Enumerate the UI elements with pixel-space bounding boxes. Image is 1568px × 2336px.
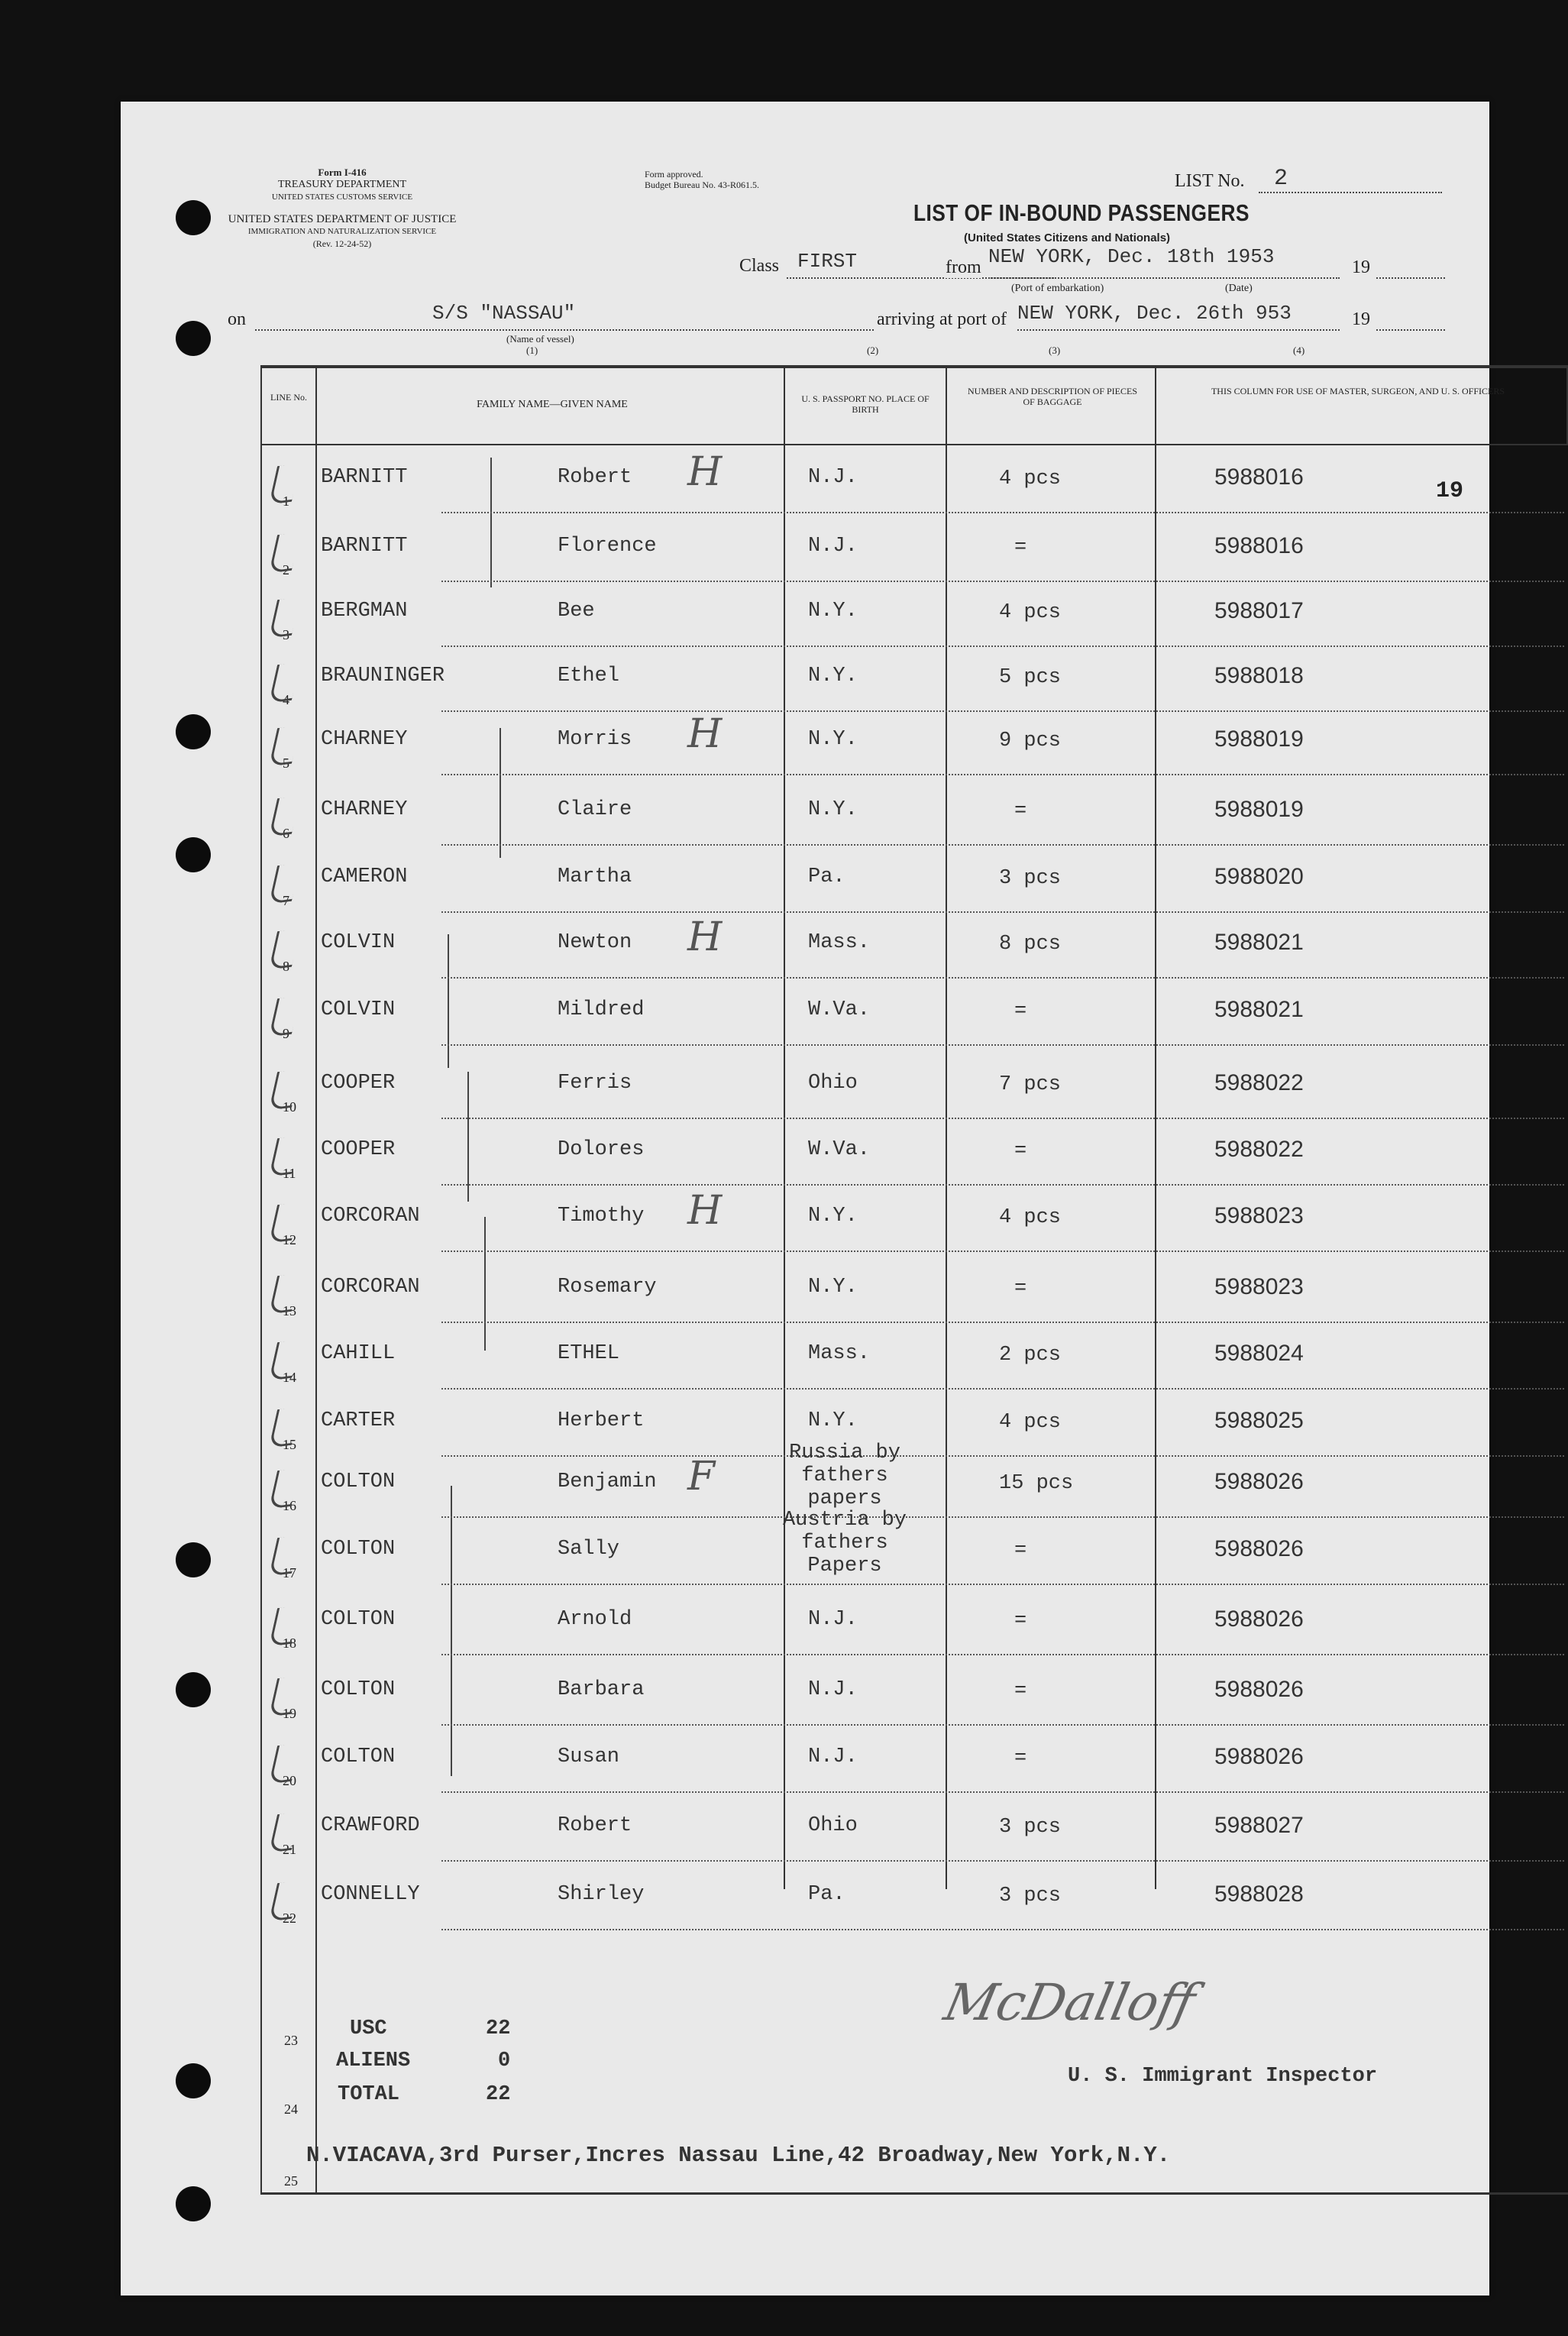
line-number: 7 — [283, 893, 289, 908]
baggage: 2 pcs — [999, 1344, 1062, 1367]
inspector-title: U. S. Immigrant Inspector — [1068, 2065, 1378, 2088]
line-number: 1 — [283, 493, 289, 509]
inspector-mark: F — [687, 1454, 716, 1500]
aliens-label: ALIENS — [336, 2050, 411, 2072]
immigration-service: IMMIGRATION AND NATURALIZATION SERVICE — [247, 227, 437, 236]
officer-number: 5988022 — [1214, 1137, 1304, 1162]
given-name: Dolores — [558, 1138, 645, 1161]
place-of-birth: Mass. — [808, 931, 871, 954]
line-number: 20 — [283, 1773, 296, 1788]
officer-number: 5988022 — [1214, 1070, 1304, 1095]
arriving-value: NEW YORK, Dec. 26th 953 — [1017, 302, 1292, 325]
usc-value: 22 — [486, 2017, 511, 2040]
given-name: Herbert — [558, 1409, 645, 1432]
place-of-birth: Russia by fathers papers — [789, 1441, 900, 1510]
punch-hole — [176, 1672, 211, 1707]
officer-number: 5988026 — [1214, 1469, 1304, 1494]
given-name: Barbara — [558, 1678, 645, 1701]
place-of-birth: N.Y. — [808, 665, 858, 688]
check-mark — [269, 725, 300, 767]
page-subtitle: (United States Citizens and Nationals) — [964, 231, 1171, 244]
family-name: COLTON — [321, 1678, 396, 1701]
punch-hole — [176, 2186, 211, 2221]
family-name: CAHILL — [321, 1342, 396, 1365]
baggage: 4 pcs — [999, 1206, 1062, 1229]
place-of-birth: Mass. — [808, 1342, 871, 1365]
family-name: COLTON — [321, 1608, 396, 1631]
baggage: 3 pcs — [999, 1816, 1062, 1839]
total-label: TOTAL — [338, 2083, 400, 2106]
line-number: 3 — [283, 627, 289, 642]
line-number: 4 — [283, 692, 289, 707]
given-name: Rosemary — [558, 1276, 657, 1299]
place-of-birth: Ohio — [808, 1814, 858, 1837]
baggage: 15 pcs — [999, 1472, 1074, 1495]
family-name: COLTON — [321, 1538, 396, 1561]
officer-number: 5988026 — [1214, 1744, 1304, 1769]
col-num-4: (4) — [1293, 345, 1305, 356]
place-of-birth: Ohio — [808, 1072, 858, 1095]
row-divider — [441, 1584, 1564, 1585]
given-name: Benjamin — [558, 1471, 657, 1493]
from-line — [988, 277, 1340, 279]
baggage: = — [1014, 536, 1027, 559]
page-title: LIST OF IN-BOUND PASSENGERS — [913, 199, 1250, 226]
officer-number: 5988027 — [1214, 1813, 1304, 1838]
baggage-col-divider — [1155, 365, 1156, 1889]
family-name: CONNELLY — [321, 1883, 420, 1906]
family-name: CHARNEY — [321, 728, 408, 751]
officer-number: 5988019 — [1214, 726, 1304, 752]
baggage: = — [1014, 1140, 1027, 1163]
row-divider — [441, 1388, 1564, 1390]
bracket-mark — [490, 458, 492, 587]
bracket-mark — [448, 934, 449, 1068]
page-mark: 19 — [1436, 478, 1464, 504]
line-number: 24 — [284, 2101, 298, 2117]
place-of-birth: W.Va. — [808, 1138, 871, 1161]
line-number: 8 — [283, 959, 289, 974]
row-divider — [441, 512, 1564, 513]
row-divider — [441, 977, 1564, 979]
usc-label: USC — [350, 2017, 387, 2040]
baggage: 7 pcs — [999, 1073, 1062, 1096]
given-name: Ethel — [558, 665, 620, 688]
officer-number: 5988016 — [1214, 533, 1304, 558]
check-mark — [269, 995, 300, 1037]
family-name: COLVIN — [321, 998, 396, 1021]
col-num-3: (3) — [1049, 345, 1061, 356]
place-of-birth: N.J. — [808, 466, 858, 489]
place-of-birth: W.Va. — [808, 998, 871, 1021]
line-number: 12 — [283, 1232, 296, 1247]
place-of-birth: N.Y. — [808, 728, 858, 751]
year-line — [1376, 277, 1445, 279]
line-number: 10 — [283, 1099, 296, 1115]
justice-dept: UNITED STATES DEPARTMENT OF JUSTICE — [228, 213, 457, 225]
list-number: 2 — [1274, 166, 1288, 192]
passport-col-divider — [946, 365, 947, 1889]
officer-number: 5988017 — [1214, 598, 1304, 623]
check-mark — [269, 662, 300, 704]
col-header-line-no: LINE No. — [270, 392, 307, 403]
place-of-birth: N.Y. — [808, 1205, 858, 1228]
place-of-birth: Pa. — [808, 865, 845, 888]
officer-number: 5988026 — [1214, 1606, 1304, 1632]
place-of-birth: N.Y. — [808, 1409, 858, 1432]
officer-number: 5988020 — [1214, 864, 1304, 889]
family-name: CHARNEY — [321, 798, 408, 821]
officer-number: 5988024 — [1214, 1341, 1304, 1366]
family-name: CARTER — [321, 1409, 396, 1432]
place-of-birth: N.J. — [808, 535, 858, 558]
family-name: CORCORAN — [321, 1276, 420, 1299]
punch-hole — [176, 714, 211, 749]
row-divider — [441, 1118, 1564, 1119]
check-mark — [269, 795, 300, 837]
row-divider — [441, 1044, 1564, 1046]
class-label: Class — [739, 256, 780, 276]
baggage: 5 pcs — [999, 666, 1062, 689]
punch-hole — [176, 837, 211, 872]
vessel-num: (1) — [526, 345, 538, 356]
baggage: = — [1014, 1277, 1027, 1300]
place-of-birth: N.J. — [808, 1678, 858, 1701]
line-number: 25 — [284, 2173, 298, 2189]
justice-info — [197, 213, 487, 250]
family-name: COOPER — [321, 1138, 396, 1161]
class-value: FIRST — [797, 250, 858, 273]
family-name: BARNITT — [321, 535, 408, 558]
purser-line: N.VIACAVA,3rd Purser,Incres Nassau Line,42 Broadway,New York,N.Y. — [306, 2143, 1171, 2168]
row-divider — [441, 1322, 1564, 1323]
from-label: from — [946, 257, 981, 277]
given-name: Mildred — [558, 998, 645, 1021]
check-mark — [269, 597, 300, 639]
row-divider — [441, 1516, 1564, 1518]
manifest-page — [121, 102, 1505, 2296]
line-col-divider — [315, 365, 317, 2195]
col-header-baggage: NUMBER AND DESCRIPTION OF PIECES OF BAGGAGE — [967, 386, 1138, 407]
aliens-value: 0 — [498, 2050, 511, 2072]
budget-bureau: Budget Bureau No. 43-R061.5. — [645, 180, 759, 190]
vessel-name: S/S "NASSAU" — [432, 302, 576, 325]
row-divider — [441, 1860, 1564, 1862]
line-number: 18 — [283, 1636, 296, 1651]
table-bottom-border — [260, 2192, 1568, 2195]
on-label: on — [228, 309, 246, 329]
place-of-birth: N.Y. — [808, 600, 858, 623]
year-line-2 — [1376, 329, 1445, 331]
family-name: COOPER — [321, 1072, 396, 1095]
place-of-birth: Pa. — [808, 1883, 845, 1906]
baggage: 9 pcs — [999, 730, 1062, 752]
officer-number: 5988021 — [1214, 930, 1304, 955]
officer-number: 5988018 — [1214, 663, 1304, 688]
list-label: LIST No. — [1175, 171, 1245, 191]
place-of-birth: N.Y. — [808, 1276, 858, 1299]
given-name: Morris — [558, 728, 632, 751]
row-divider — [441, 710, 1564, 712]
baggage: = — [1014, 800, 1027, 823]
officer-number: 5988016 — [1214, 464, 1304, 490]
bracket-mark — [451, 1486, 452, 1776]
year-prefix: 19 — [1352, 257, 1370, 277]
baggage: = — [1014, 1747, 1027, 1770]
family-name: CORCORAN — [321, 1205, 420, 1228]
family-name: COLTON — [321, 1471, 396, 1493]
name-col-divider — [784, 365, 785, 1889]
bracket-mark — [484, 1217, 486, 1351]
arriving-line — [1017, 329, 1340, 331]
family-name: COLVIN — [321, 931, 396, 954]
date-label: (Date) — [1225, 283, 1253, 294]
officer-number: 5988023 — [1214, 1274, 1304, 1299]
vessel-label: (Name of vessel) — [506, 333, 574, 345]
baggage: 4 pcs — [999, 468, 1062, 490]
given-name: Martha — [558, 865, 632, 888]
given-name: ETHEL — [558, 1342, 620, 1365]
family-name: CRAWFORD — [321, 1814, 420, 1837]
line-number: 11 — [283, 1166, 296, 1181]
form-number: Form I-416 — [318, 167, 367, 178]
revision: (Rev. 12-24-52) — [312, 238, 372, 249]
row-divider — [441, 1929, 1564, 1930]
baggage: = — [1014, 1000, 1027, 1023]
line-number: 13 — [283, 1303, 296, 1318]
given-name: Timothy — [558, 1205, 645, 1228]
line-number: 5 — [283, 755, 289, 771]
given-name: Ferris — [558, 1072, 632, 1095]
list-no-line — [1259, 192, 1442, 193]
punch-hole — [176, 1542, 211, 1577]
row-divider — [441, 581, 1564, 582]
officer-number: 5988025 — [1214, 1408, 1304, 1433]
officer-number: 5988019 — [1214, 797, 1304, 822]
given-name: Arnold — [558, 1608, 632, 1631]
line-number: 17 — [283, 1565, 296, 1581]
baggage: = — [1014, 1680, 1027, 1703]
treasury-dept: TREASURY DEPARTMENT — [277, 179, 407, 190]
family-name: BARNITT — [321, 466, 408, 489]
vessel-line — [255, 329, 874, 331]
row-divider — [441, 1724, 1564, 1726]
given-name: Sally — [558, 1538, 620, 1561]
given-name: Shirley — [558, 1883, 645, 1906]
baggage: = — [1014, 1610, 1027, 1632]
table-left-border — [260, 365, 262, 2195]
line-number: 9 — [283, 1026, 289, 1041]
baggage: 8 pcs — [999, 933, 1062, 956]
place-of-birth: N.J. — [808, 1608, 858, 1631]
row-divider — [441, 1184, 1564, 1186]
bracket-mark — [467, 1072, 469, 1202]
check-mark — [269, 862, 300, 904]
inspector-signature: McDalloff — [939, 1973, 1201, 2032]
line-number: 21 — [283, 1842, 296, 1857]
officer-number: 5988021 — [1214, 997, 1304, 1022]
inspector-mark: H — [687, 711, 723, 757]
given-name: Susan — [558, 1746, 620, 1768]
given-name: Robert — [558, 466, 632, 489]
officer-number: 5988026 — [1214, 1536, 1304, 1561]
given-name: Robert — [558, 1814, 632, 1837]
baggage: 3 pcs — [999, 1885, 1062, 1907]
line-number: 23 — [284, 2033, 298, 2048]
line-number: 14 — [283, 1370, 296, 1385]
row-divider — [441, 1654, 1564, 1655]
line-number: 16 — [283, 1498, 296, 1513]
approval-info — [645, 169, 759, 190]
baggage: 4 pcs — [999, 601, 1062, 624]
inspector-mark: H — [687, 1188, 723, 1234]
bracket-mark — [499, 728, 501, 858]
table-top-border — [260, 365, 1568, 368]
header-bottom-border — [260, 444, 1568, 445]
officer-number: 5988028 — [1214, 1881, 1304, 1907]
check-mark — [269, 532, 300, 574]
baggage: 4 pcs — [999, 1411, 1062, 1434]
baggage: 3 pcs — [999, 867, 1062, 890]
customs-service: UNITED STATES CUSTOMS SERVICE — [271, 193, 413, 202]
col-header-passport: U. S. PASSPORT NO. PLACE OF BIRTH — [801, 393, 929, 415]
inspector-mark: H — [687, 914, 723, 960]
given-name: Florence — [558, 535, 657, 558]
check-mark — [269, 463, 300, 505]
baggage: = — [1014, 1539, 1027, 1562]
row-divider — [441, 911, 1564, 913]
punch-hole — [176, 321, 211, 356]
form-approved: Form approved. — [645, 169, 703, 180]
given-name: Newton — [558, 931, 632, 954]
family-name: BERGMAN — [321, 600, 408, 623]
year-prefix-2: 19 — [1352, 309, 1370, 329]
place-of-birth: N.J. — [808, 1746, 858, 1768]
arriving-label: arriving at port of — [877, 309, 1007, 329]
row-divider — [441, 774, 1564, 775]
given-name: Bee — [558, 600, 595, 623]
family-name: COLTON — [321, 1746, 396, 1768]
row-divider — [441, 645, 1564, 647]
row-divider — [441, 1251, 1564, 1252]
officer-number: 5988026 — [1214, 1677, 1304, 1702]
line-number: 19 — [283, 1706, 296, 1721]
place-of-birth: Austria by fathers Papers — [782, 1509, 907, 1577]
line-number: 2 — [283, 562, 289, 578]
family-name: BRAUNINGER — [321, 665, 445, 688]
line-number: 6 — [283, 826, 289, 841]
line-number: 15 — [283, 1437, 296, 1452]
col-num-2: (2) — [867, 345, 879, 356]
row-divider — [441, 1455, 1564, 1457]
check-mark — [269, 928, 300, 970]
row-divider — [441, 844, 1564, 846]
from-value: NEW YORK, Dec. 18th 1953 — [988, 245, 1275, 268]
form-info — [251, 167, 434, 203]
inspector-mark: H — [687, 449, 723, 495]
total-value: 22 — [486, 2083, 511, 2106]
given-name: Claire — [558, 798, 632, 821]
officer-number: 5988023 — [1214, 1203, 1304, 1228]
punch-hole — [176, 2063, 211, 2098]
col-header-name: FAMILY NAME—GIVEN NAME — [477, 399, 628, 410]
col-header-officers: THIS COLUMN FOR USE OF MASTER, SURGEON, AND U. S. OFFICERS — [1211, 386, 1505, 396]
port-embark-label: (Port of embarkation) — [1011, 283, 1104, 294]
line-number: 22 — [283, 1911, 296, 1926]
place-of-birth: N.Y. — [808, 798, 858, 821]
row-divider — [441, 1791, 1564, 1793]
family-name: CAMERON — [321, 865, 408, 888]
